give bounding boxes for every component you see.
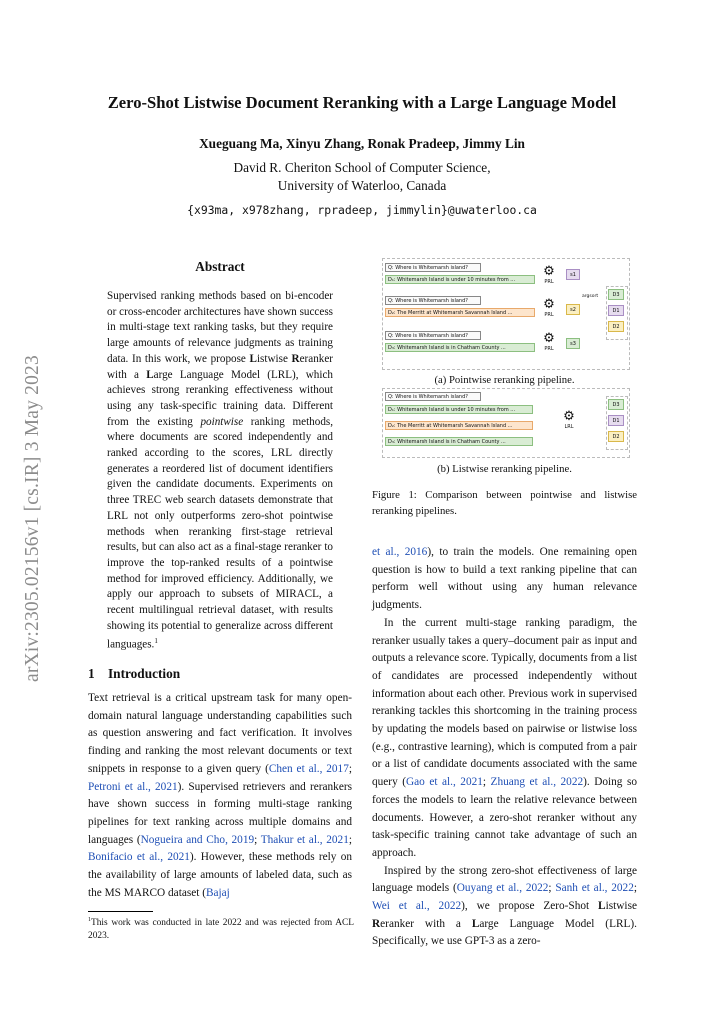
ranked-d2: D2: [608, 321, 624, 332]
query-box: Q: Where is Whitemarsh island?: [385, 392, 481, 401]
argsort-label: argsort: [582, 294, 599, 299]
query-box: Q: Where is Whitemarsh island?: [385, 331, 481, 340]
citation-link[interactable]: Chen et al., 2017: [268, 762, 349, 775]
figure-pointwise: [382, 258, 630, 388]
abstract-heading: Abstract: [195, 259, 245, 274]
footnote-rule: [88, 911, 153, 912]
ranked-d3: D3: [608, 289, 624, 300]
arxiv-identifier: arXiv:2305.02156v1 [cs.IR] 3 May 2023: [22, 355, 43, 682]
score-s1: s1: [566, 269, 580, 280]
figure-caption-a: (a) Pointwise reranking pipeline.: [434, 374, 575, 386]
doc1-box: D₁: Whitemarsh Island is under 10 minutes from ...: [385, 275, 535, 284]
paper-authors: Xueguang Ma, Xinyu Zhang, Ronak Pradeep, Jimmy Lin: [199, 136, 525, 151]
figure-caption-b: (b) Listwise reranking pipeline.: [437, 463, 572, 475]
query-box: Q: Where is Whitemarsh island?: [385, 296, 481, 305]
author-emails: {x93ma, x978zhang, rpradeep, jimmylin}@uwaterloo.ca: [187, 203, 537, 217]
abstract-body: Supervised ranking methods based on bi-encoder or cross-encoder architectures have shown success in multi-stage text ranking tasks, but they require large amounts of relevance judgments as training data. In this work, we propose Listwise Reranker with a Large Language Model (LRL), which achieves strong reranking effectiveness without using any task-specific training data. Different from the existing pointwise ranking methods, where documents are scored independently and ranked according to the scores, LRL directly generates a reordered list of document identifiers given the candidate documents. Experiments on three TREC web search datasets demonstrate that LRL not only outperforms zero-shot pointwise methods when reranking first-stage retrieval results, but can also act as a final-stage reranker to improve the top-ranked results of a pointwise method for improved efficiency. Additionally, we apply our approach to subsets of MIRACL, a recent multilingual retrieval dataset, with results showing its potential to generalize across different languages.$^1$: [107, 290, 334, 652]
citation-link[interactable]: Ouyang et al., 2022: [456, 882, 549, 895]
score-s3: s3: [566, 338, 580, 349]
ranked-d1: D1: [608, 415, 624, 426]
intro-paragraph-3: Inspired by the strong zero-shot effectiveness of large language models (Ouyang et al., 2022; Sanh et al., 2022; Wei et al., 2022), we propose Zero-Shot Listwise Reranker with a Large Language Model (LRL). Specifically, we use GPT-3 as a zero-: [372, 864, 637, 948]
citation-link[interactable]: Petroni et al., 2021: [88, 780, 178, 793]
doc2-box: D₂: The Merritt at Whitemarsh Savannah Island ...: [385, 308, 535, 317]
citation-link[interactable]: Zhuang et al., 2022: [490, 776, 584, 789]
ranked-d3: D3: [608, 399, 624, 410]
prl-model-icon: ⚙ PRL: [543, 331, 555, 352]
lrl-model-icon: ⚙ LRL: [563, 409, 575, 430]
query-box: Q: Where is Whitemarsh island?: [385, 263, 481, 272]
intro-left-column: [88, 690, 352, 902]
intro-paragraph-continued: et al., 2016), to train the models. One remaining open question is how to build a text ranking pipeline that can perform well without using any human relevance judgments.: [372, 546, 638, 612]
doc3-box: D₃: Whitemarsh Island is in Chatham County ...: [385, 437, 533, 446]
paper-title: Zero-Shot Listwise Document Reranking with a Large Language Model: [107, 93, 617, 112]
affiliation-line-2: University of Waterloo, Canada: [277, 178, 447, 193]
citation-link[interactable]: Bajaj: [205, 886, 230, 899]
footnote: $^1$This work was conducted in late 2022 and was rejected from ACL 2023.: [88, 917, 354, 942]
intro-paragraph-2: In the current multi-stage ranking paradigm, the reranker usually takes a query–document pair as input and outputs a relevance score. Typically, documents from a list of candidates are processed independently without information about each other. Previous work in supervised reranking tackles this shortcoming in the training process by updating the models based on pairwise or listwise loss (e.g., contrastive learning), which is computed from a pair or a list of candidate documents associated with the same query (Gao et al., 2021; Zhuang et al., 2022). Doing so forces the models to learn the relative relevance between documents. However, a zero-shot reranker without any task-specific training cannot take advantage of such an approach.: [372, 616, 638, 859]
ranked-d1: D1: [608, 305, 624, 316]
doc2-box: D₂: The Merritt at Whitemarsh Savannah Island ...: [385, 421, 533, 430]
citation-link[interactable]: Thakur et al., 2021: [260, 833, 349, 846]
intro-paragraph-1: Text retrieval is a critical upstream task for many open-domain natural language understanding capabilities such as question answering and fact verification. It involves finding and ranking the most relevant documents or text snippets in response to a given query (Chen et al., 2017; Petroni et al., 2021). Supervised retrievers and rerankers have shown success in forming multi-stage ranking pipelines for text ranking across multiple domains and languages (Nogueira and Cho, 2019; Thakur et al., 2021; Bonifacio et al., 2021). However, these methods rely on the availability of large amounts of labeled data, such as the MS MARCO dataset (Bajaj: [88, 692, 352, 899]
citation-link[interactable]: Nogueira and Cho, 2019: [140, 833, 255, 846]
doc3-box: D₃: Whitemarsh Island is in Chatham County ...: [385, 343, 535, 352]
score-s2: s2: [566, 304, 580, 315]
prl-model-icon: ⚙ PRL: [543, 264, 555, 285]
doc1-box: D₁: Whitemarsh Island is under 10 minutes from ...: [385, 405, 533, 414]
citation-link[interactable]: Wei et al., 2022: [372, 900, 462, 913]
citation-link[interactable]: Sanh et al., 2022: [555, 882, 634, 895]
section-heading-introduction: 1 Introduction: [88, 666, 181, 681]
prl-model-icon: ⚙ PRL: [543, 297, 555, 318]
figure-listwise: [382, 388, 630, 458]
figure-1-caption: Figure 1: Comparison between pointwise and listwise reranking pipelines.: [372, 489, 637, 517]
intro-right-column: [372, 544, 637, 951]
ranked-d2: D2: [608, 431, 624, 442]
citation-link[interactable]: et al., 2016: [372, 546, 428, 558]
citation-link[interactable]: Gao et al., 2021: [406, 776, 483, 789]
citation-link[interactable]: Bonifacio et al., 2021: [88, 851, 190, 864]
affiliation-line-1: David R. Cheriton School of Computer Science,: [233, 160, 491, 175]
